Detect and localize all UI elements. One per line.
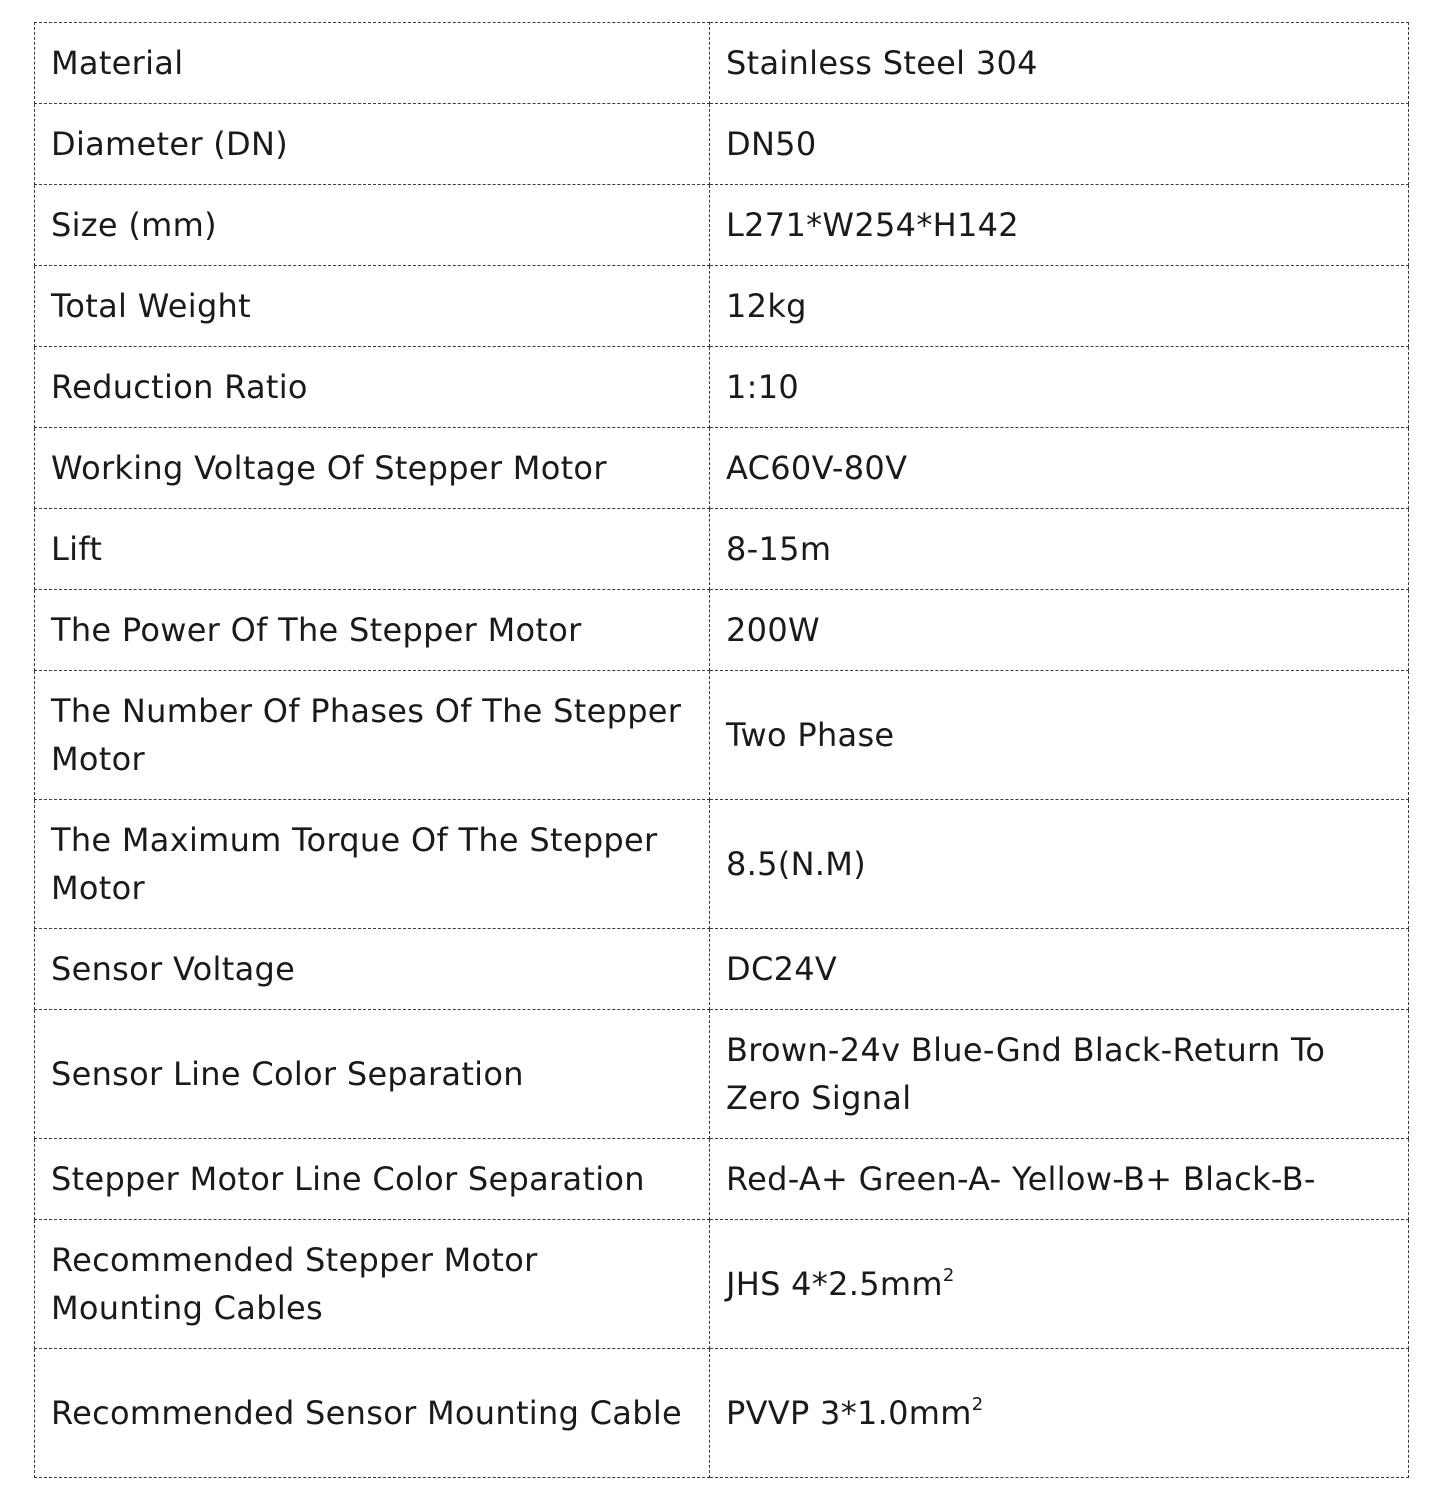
table-row [35, 185, 1409, 266]
row-label: The Number Of Phases Of The Stepper Motor [35, 671, 710, 800]
row-value: Brown-24v Blue-Gnd Black-Return To Zero Signal [710, 1010, 1409, 1139]
row-value: 1:10 [710, 347, 1409, 428]
row-value [710, 1349, 1409, 1478]
row-label: Lift [35, 509, 710, 590]
row-label: Reduction Ratio [35, 347, 710, 428]
row-value: 8-15m [710, 509, 1409, 590]
row-value [710, 1220, 1409, 1349]
row-value: DC24V [710, 929, 1409, 1010]
row-label: Recommended Stepper Motor Mounting Cables [35, 1220, 710, 1349]
table-row [35, 590, 1409, 671]
table-row [35, 1139, 1409, 1220]
row-label: Total Weight [35, 266, 710, 347]
table-row [35, 671, 1409, 800]
table-row [35, 1220, 1409, 1349]
table-row [35, 104, 1409, 185]
table-row [35, 23, 1409, 104]
row-label: Sensor Voltage [35, 929, 710, 1010]
row-label: Sensor Line Color Separation [35, 1010, 710, 1139]
value-text: JHS 4*2.5mm [726, 1265, 943, 1303]
row-label: Diameter (DN) [35, 104, 710, 185]
row-value: Stainless Steel 304 [710, 23, 1409, 104]
unit-exponent: 2 [971, 1394, 984, 1415]
row-label: Recommended Sensor Mounting Cable [35, 1349, 710, 1478]
table-row [35, 509, 1409, 590]
row-label: Working Voltage Of Stepper Motor [35, 428, 710, 509]
row-label: The Power Of The Stepper Motor [35, 590, 710, 671]
table-row [35, 929, 1409, 1010]
row-value: DN50 [710, 104, 1409, 185]
row-label: Stepper Motor Line Color Separation [35, 1139, 710, 1220]
value-text: PVVP 3*1.0mm [726, 1394, 972, 1432]
row-value: 200W [710, 590, 1409, 671]
table-row [35, 1010, 1409, 1139]
table-row [35, 347, 1409, 428]
row-label: Material [35, 23, 710, 104]
row-label: The Maximum Torque Of The Stepper Motor [35, 800, 710, 929]
row-value: L271*W254*H142 [710, 185, 1409, 266]
row-value: AC60V-80V [710, 428, 1409, 509]
table-row [35, 1349, 1409, 1478]
table-row [35, 428, 1409, 509]
unit-exponent: 2 [942, 1265, 955, 1286]
row-value: 12kg [710, 266, 1409, 347]
row-value: Two Phase [710, 671, 1409, 800]
row-value: 8.5(N.M) [710, 800, 1409, 929]
row-label: Size (mm) [35, 185, 710, 266]
spec-table [34, 22, 1409, 1478]
table-row [35, 800, 1409, 929]
row-value: Red-A+ Green-A- Yellow-B+ Black-B- [710, 1139, 1409, 1220]
table-row [35, 266, 1409, 347]
